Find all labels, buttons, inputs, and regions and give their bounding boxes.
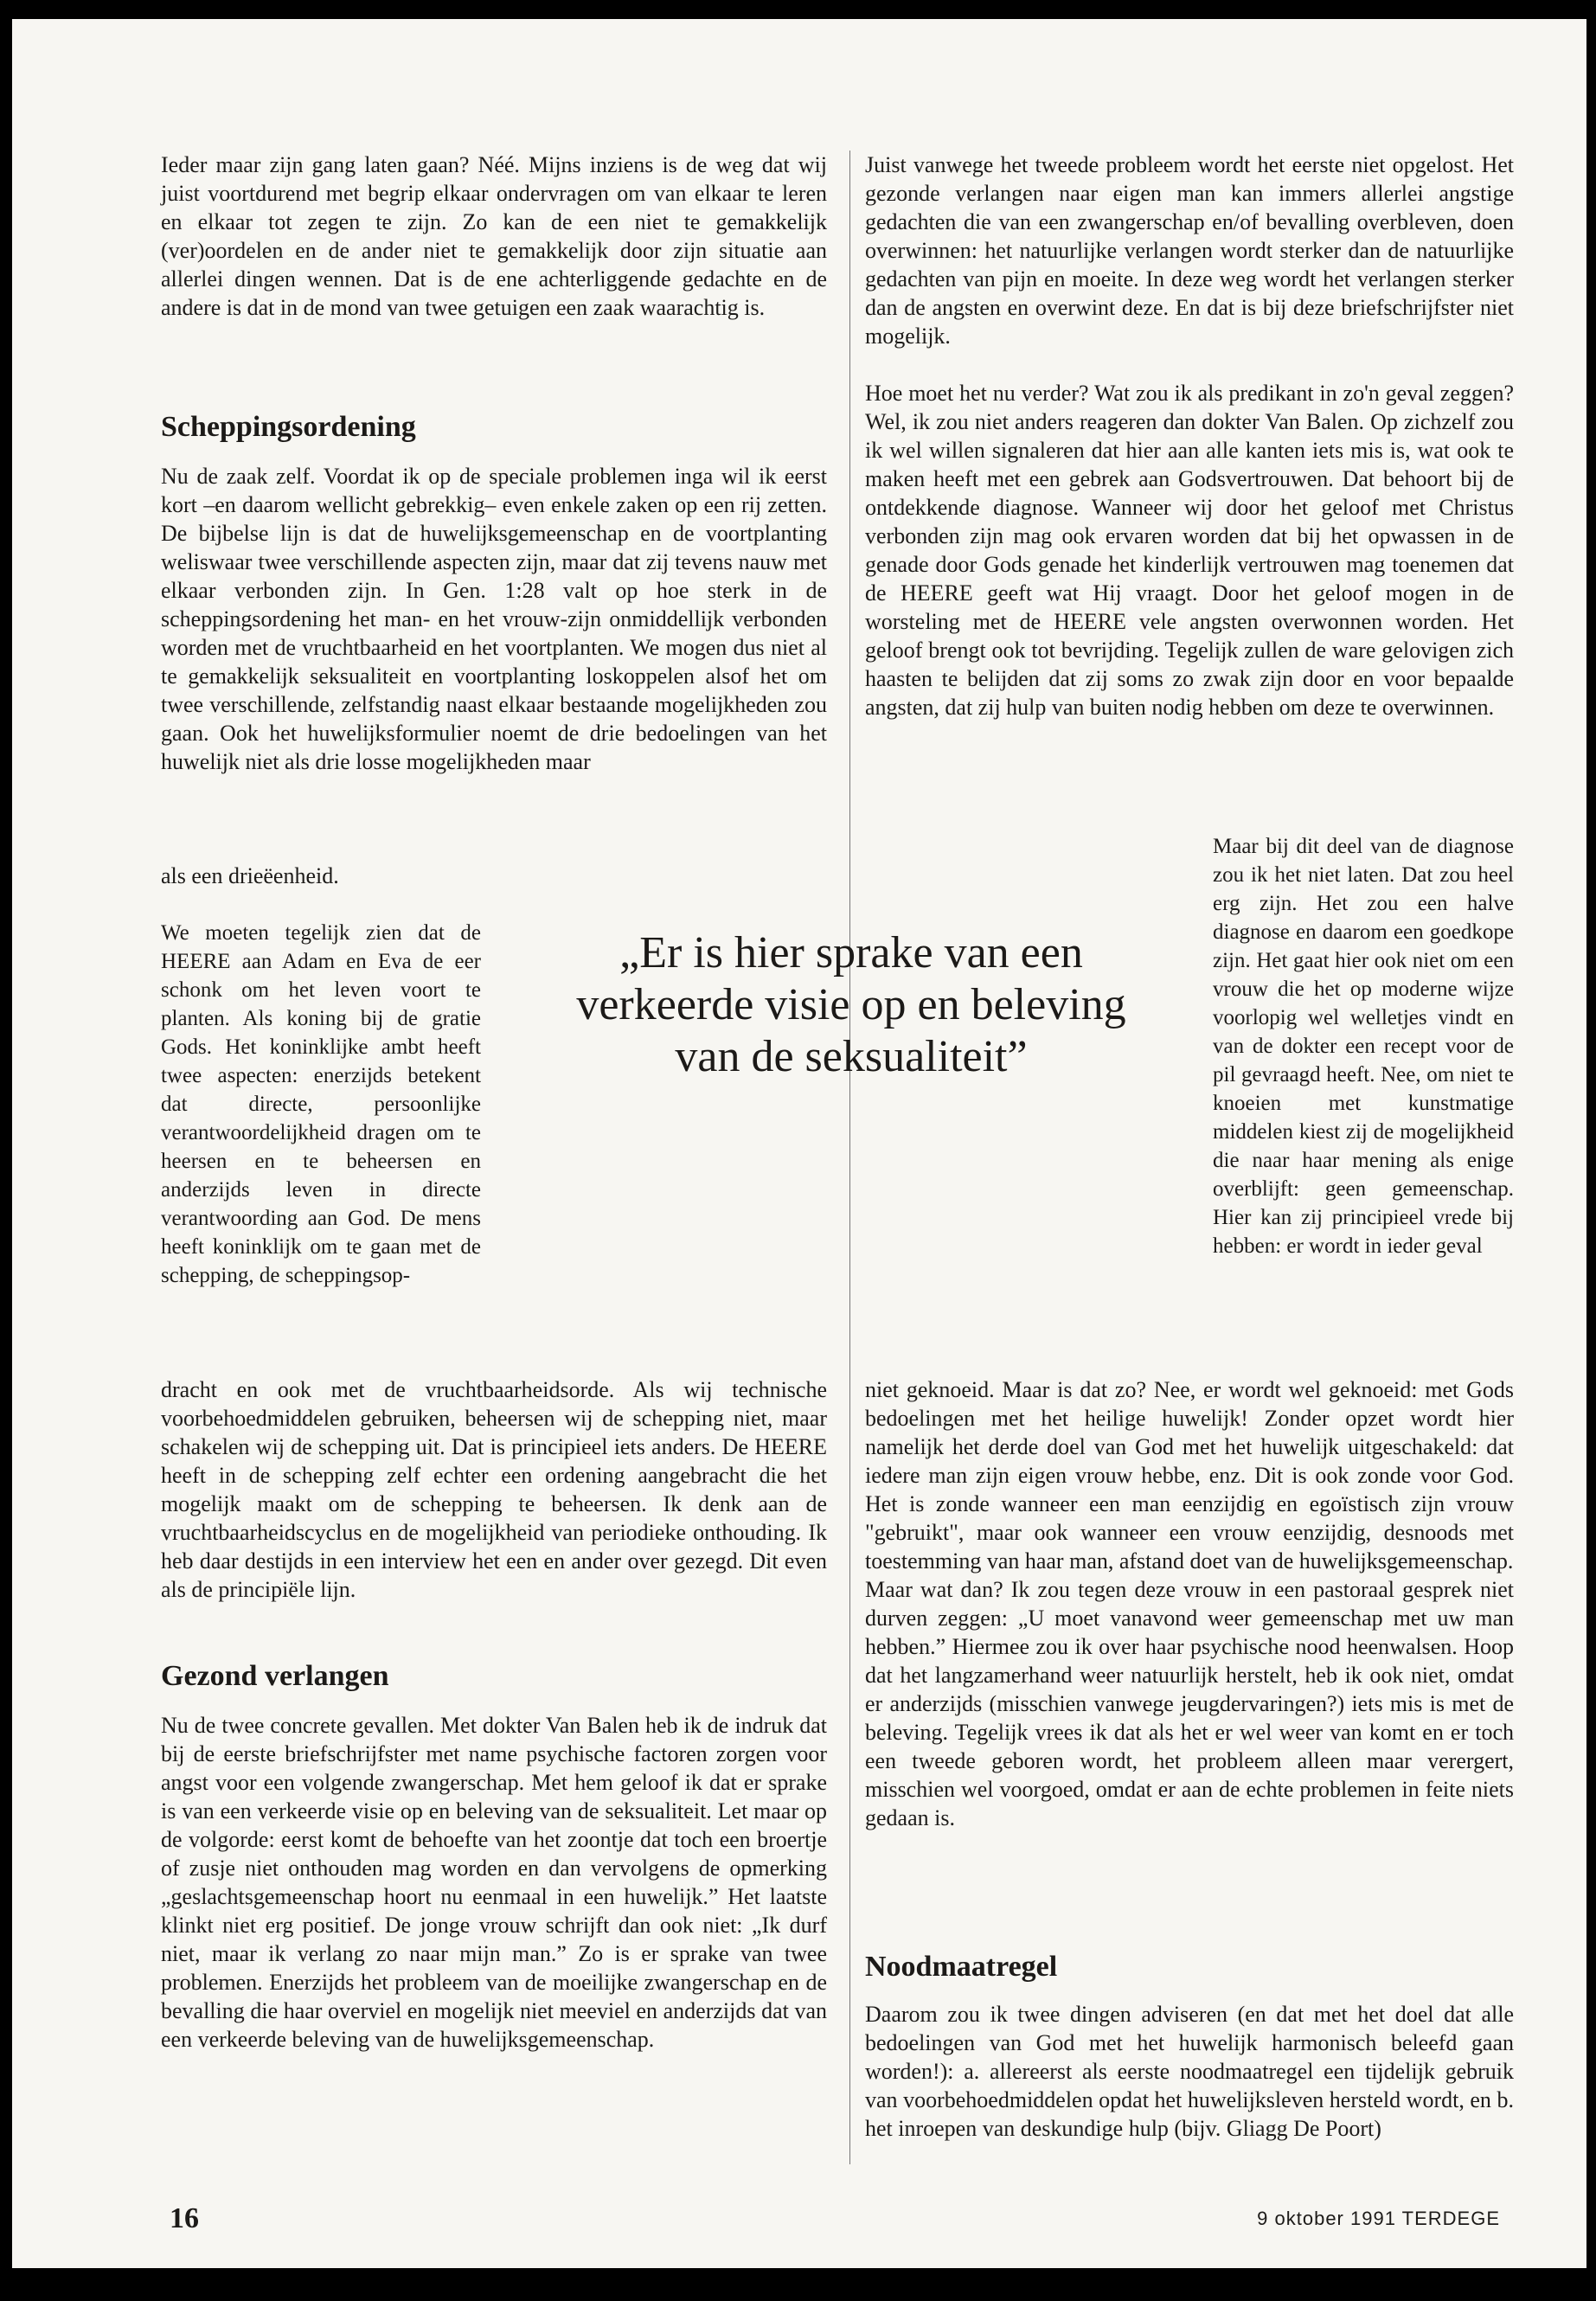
- page-number: 16: [170, 2202, 199, 2234]
- paragraph-noodmaatregel: Daarom zou ik twee dingen adviseren (en dat met het doel dat alle bedoelingen van God met het huwelijk harmonisch beleefd gaan worden!): a. allereerst als eerste noodmaatregel een tijdelijk gebruik van voorbehoedmiddelen opdat het huwelijksleven hersteld wordt, en b. het inroepen van deskundige hulp (bijv. Gliagg De Poort): [865, 2002, 1514, 2141]
- koninklijk-ambt-text: We moeten tegelijk zien dat de HEERE aan Adam en Eva de eer schonk om het leven voort te planten. Als koning bij de gratie Gods. Het koninklijke ambt heeft twee aspecten: enerzijds betekent dat directe, persoonlijke verantwoordelijkheid dragen om te heersen en te beheersen en anderzijds leven in directe verantwoording aan God. De mens heeft koninklijk om te gaan met de schepping, de scheppingsop-: [161, 921, 481, 1287]
- paragraph-geknoeid: niet geknoeid. Maar is dat zo? Nee, er wordt wel geknoeid: met Gods bedoelingen met het heilige huwelijk! Zonder opzet wordt hier namelijk het derde doel van God met het huwelijk uitgeschakeld: dat iedere man zijn eigen vrouw hebbe, enz. Dit is ook zonde voor God. Het is zonde wanneer een man eenzijdig en egoïstisch zijn vrouw "gebruikt", maar ook wanneer een vrouw eenzijdig, desnoods met toestemming van haar man, afstand doet van de huwelijksgemeenschap.: [865, 1377, 1514, 1574]
- heading-gezond-verlangen: Gezond verlangen: [161, 1660, 389, 1692]
- paragraph-hoe-verder: Hoe moet het nu verder? Wat zou ik als predikant in zo'n geval zeggen? Wel, ik zou niet anders reageren dan dokter Van Balen. Op zichzelf zou ik wel willen signaleren dat hier aan alle kanten iets mis is, wat ook te maken heeft met een gebrek aan Godsvertrouwen. Dat behoort bij de ontdekkende diagnose. Wanneer wij door het geloof met Christus verbonden zijn mag ook ervaren worden dat bij het opwassen in de genade door Gods genade het kinderlijk vertrouwen mag toenemen dat de HEERE geeft wat Hij vraagt. Door het geloof mogen in de worsteling met de HEERE vele angsten overwonnen worden. Het geloof brengt ook tot bevrijding. Tegelijk zullen de ware gelovigen zich haasten te belijden dat zij soms zo zwak zijn door en voor bepaalde angsten, dat zij hulp van buiten nodig hebben om deze te overwinnen.: [865, 381, 1515, 720]
- right-column-bottom: [865, 1375, 1514, 1832]
- magazine-page: [12, 19, 1586, 2268]
- scheppingsordening-text: [161, 462, 827, 776]
- pull-quote: „Er is hier sprake van een verkeerde visie op en beleving van de seksualiteit”: [576, 928, 1126, 1081]
- paragraph-diagnose: Maar bij dit deel van de diagnose zou ik het niet laten. Dat zou heel erg zijn. Het zou een halve diagnose en daarom een goedkope zijn. Het gaat hier ook niet om een vrouw die het op moderne wijze voorlopig wel welletjes vindt en van de dokter een recept voor de pil gevraagd heeft. Nee, om niet te knoeien met kunstmatige middelen kiest zij de mogelijkheid die naar haar mening als enige overblijft: geen gemeenschap. Hier kan zij principieel vrede bij hebben: er wordt in ieder geval: [1213, 835, 1514, 1258]
- gezond-verlangen-text: [161, 1711, 827, 2054]
- column-divider: [849, 151, 850, 2164]
- vruchtbaarheidsorde-text: dracht en ook met de vruchtbaarheidsorde. Als wij technische voorbehoedmiddelen gebruiken, beheersen wij de schepping niet, maar schakelen wij de schepping uit. Dat is principieel iets anders. De HEERE heeft in de schepping zelf echter een ordening aangebracht die het mogelijk maakt om de schepping te beheersen. Ik denk aan de vruchtbaarheidscyclus en de mogelijkheid van periodieke onthouding. Ik heb daar destijds in een interview het een en ander over gezegd. Dit even als de principiële lijn.: [161, 1377, 828, 1602]
- right-column-top: [865, 151, 1514, 721]
- diagnose-text: [1213, 832, 1514, 1260]
- drieeenheid-line: als een drieëenheid.: [161, 863, 339, 888]
- intro-paragraph: Ieder maar zijn gang laten gaan? Néé. Mijns inziens is de weg dat wij juist voortdurend met begrip elkaar ondervragen om van elkaar te leren en elkaar tot zegen te zijn. Zo kan de een niet te gemakkelijk (ver)oordelen en de ander niet te gemakkelijk door zijn situatie aan allerlei dingen wennen. Dat is de ene achterliggende gedachte en de andere is dat in de mond van twee getuigen een zaak waarachtig is.: [161, 152, 827, 320]
- heading-scheppingsordening: Scheppingsordening: [161, 411, 416, 443]
- heading-noodmaatregel: Noodmaatregel: [865, 1951, 1058, 1983]
- noodmaatregel-text: [865, 2000, 1514, 2143]
- issue-date: 9 oktober 1991 TERDEGE: [1257, 2208, 1500, 2229]
- paragraph-tweede-probleem: Juist vanwege het tweede probleem wordt het eerste niet opgelost. Het gezonde verlangen naar eigen man kan immers allerlei angstige gedachten die van een zwangerschap en/of bevalling overbleven, doen overwinnen: het natuurlijke verlangen wordt sterker dan de natuurlijke gedachten van pijn en moeite. In deze weg wordt het verlangen sterker dan de angsten en overwint deze. En dat is bij deze briefschrijfster niet mogelijk.: [865, 152, 1514, 349]
- left-column-top: [161, 151, 827, 322]
- paragraph-scheppingsordening: Nu de zaak zelf. Voordat ik op de speciale problemen inga wil ik eerst kort –en daarom wellicht gebrekkig– even enkele zaken op een rij zetten. De bijbelse lijn is dat de huwelijksgemeenschap en de voortplanting weliswaar twee verschillende aspecten zijn, maar dat zij tevens nauw met elkaar verbonden zijn. In Gen. 1:28 valt op hoe sterk in de scheppingsordening het man- en het vrouw-zijn onmiddellijk verbonden worden met de vruchtbaarheid en het voortplanten. We mogen dus niet al te gemakkelijk seksualiteit en voortplanting loskoppelen alsof het om twee verschillende, zelfstandig naast elkaar bestaande mogelijkheden zou gaan. Ook het huwelijksformulier noemt de drie bedoelingen van het huwelijk niet als drie losse mogelijkheden maar: [161, 464, 827, 774]
- paragraph-maar-wat-dan: Maar wat dan? Ik zou tegen deze vrouw in een pastoraal gesprek niet durven zeggen: „U moet vanavond weer gemeenschap met uw man hebben.” Hiermee zou ik over haar psychische nood heenwalsen. Hoop dat het langzamerhand weer natuurlijk herstelt, heb ik ook niet, omdat er anderzijds (misschien vanwege jeugdervaringen?) iets mis is met de beleving. Tegelijk vrees ik dat als het er wel weer van komt en er toch een tweede geboren wordt, het probleem alleen maar verergert, misschien wel voorgoed, omdat er aan de echte problemen in feite niets gedaan is.: [865, 1577, 1514, 1830]
- paragraph-gezond-verlangen: Nu de twee concrete gevallen. Met dokter Van Balen heb ik de indruk dat bij de eerste briefschrijfster met name psychische factoren zorgen voor angst voor een volgende zwangerschap. Met hem geloof ik dat er sprake is van een verkeerde visie op en beleving van de seksualiteit. Let maar op de volgorde: eerst komt de behoefte van het zoontje dat toch een broertje of zusje niet onthouden mag worden en dan vervolgens de opmerking „geslachtsgemeenschap hoort nu eenmaal in een huwelijk.” Het laatste klinkt niet erg positief. De jonge vrouw schrijft dan ook niet: „Ik durf niet, maar ik verlang zo naar mijn man.” Zo is er sprake van twee problemen. Enerzijds het probleem van de moeilijke zwangerschap en de bevalling die haar overviel en mogelijk niet meeviel en anderzijds dat van een verkeerde beleving van de huwelijksgemeenschap.: [161, 1713, 827, 2052]
